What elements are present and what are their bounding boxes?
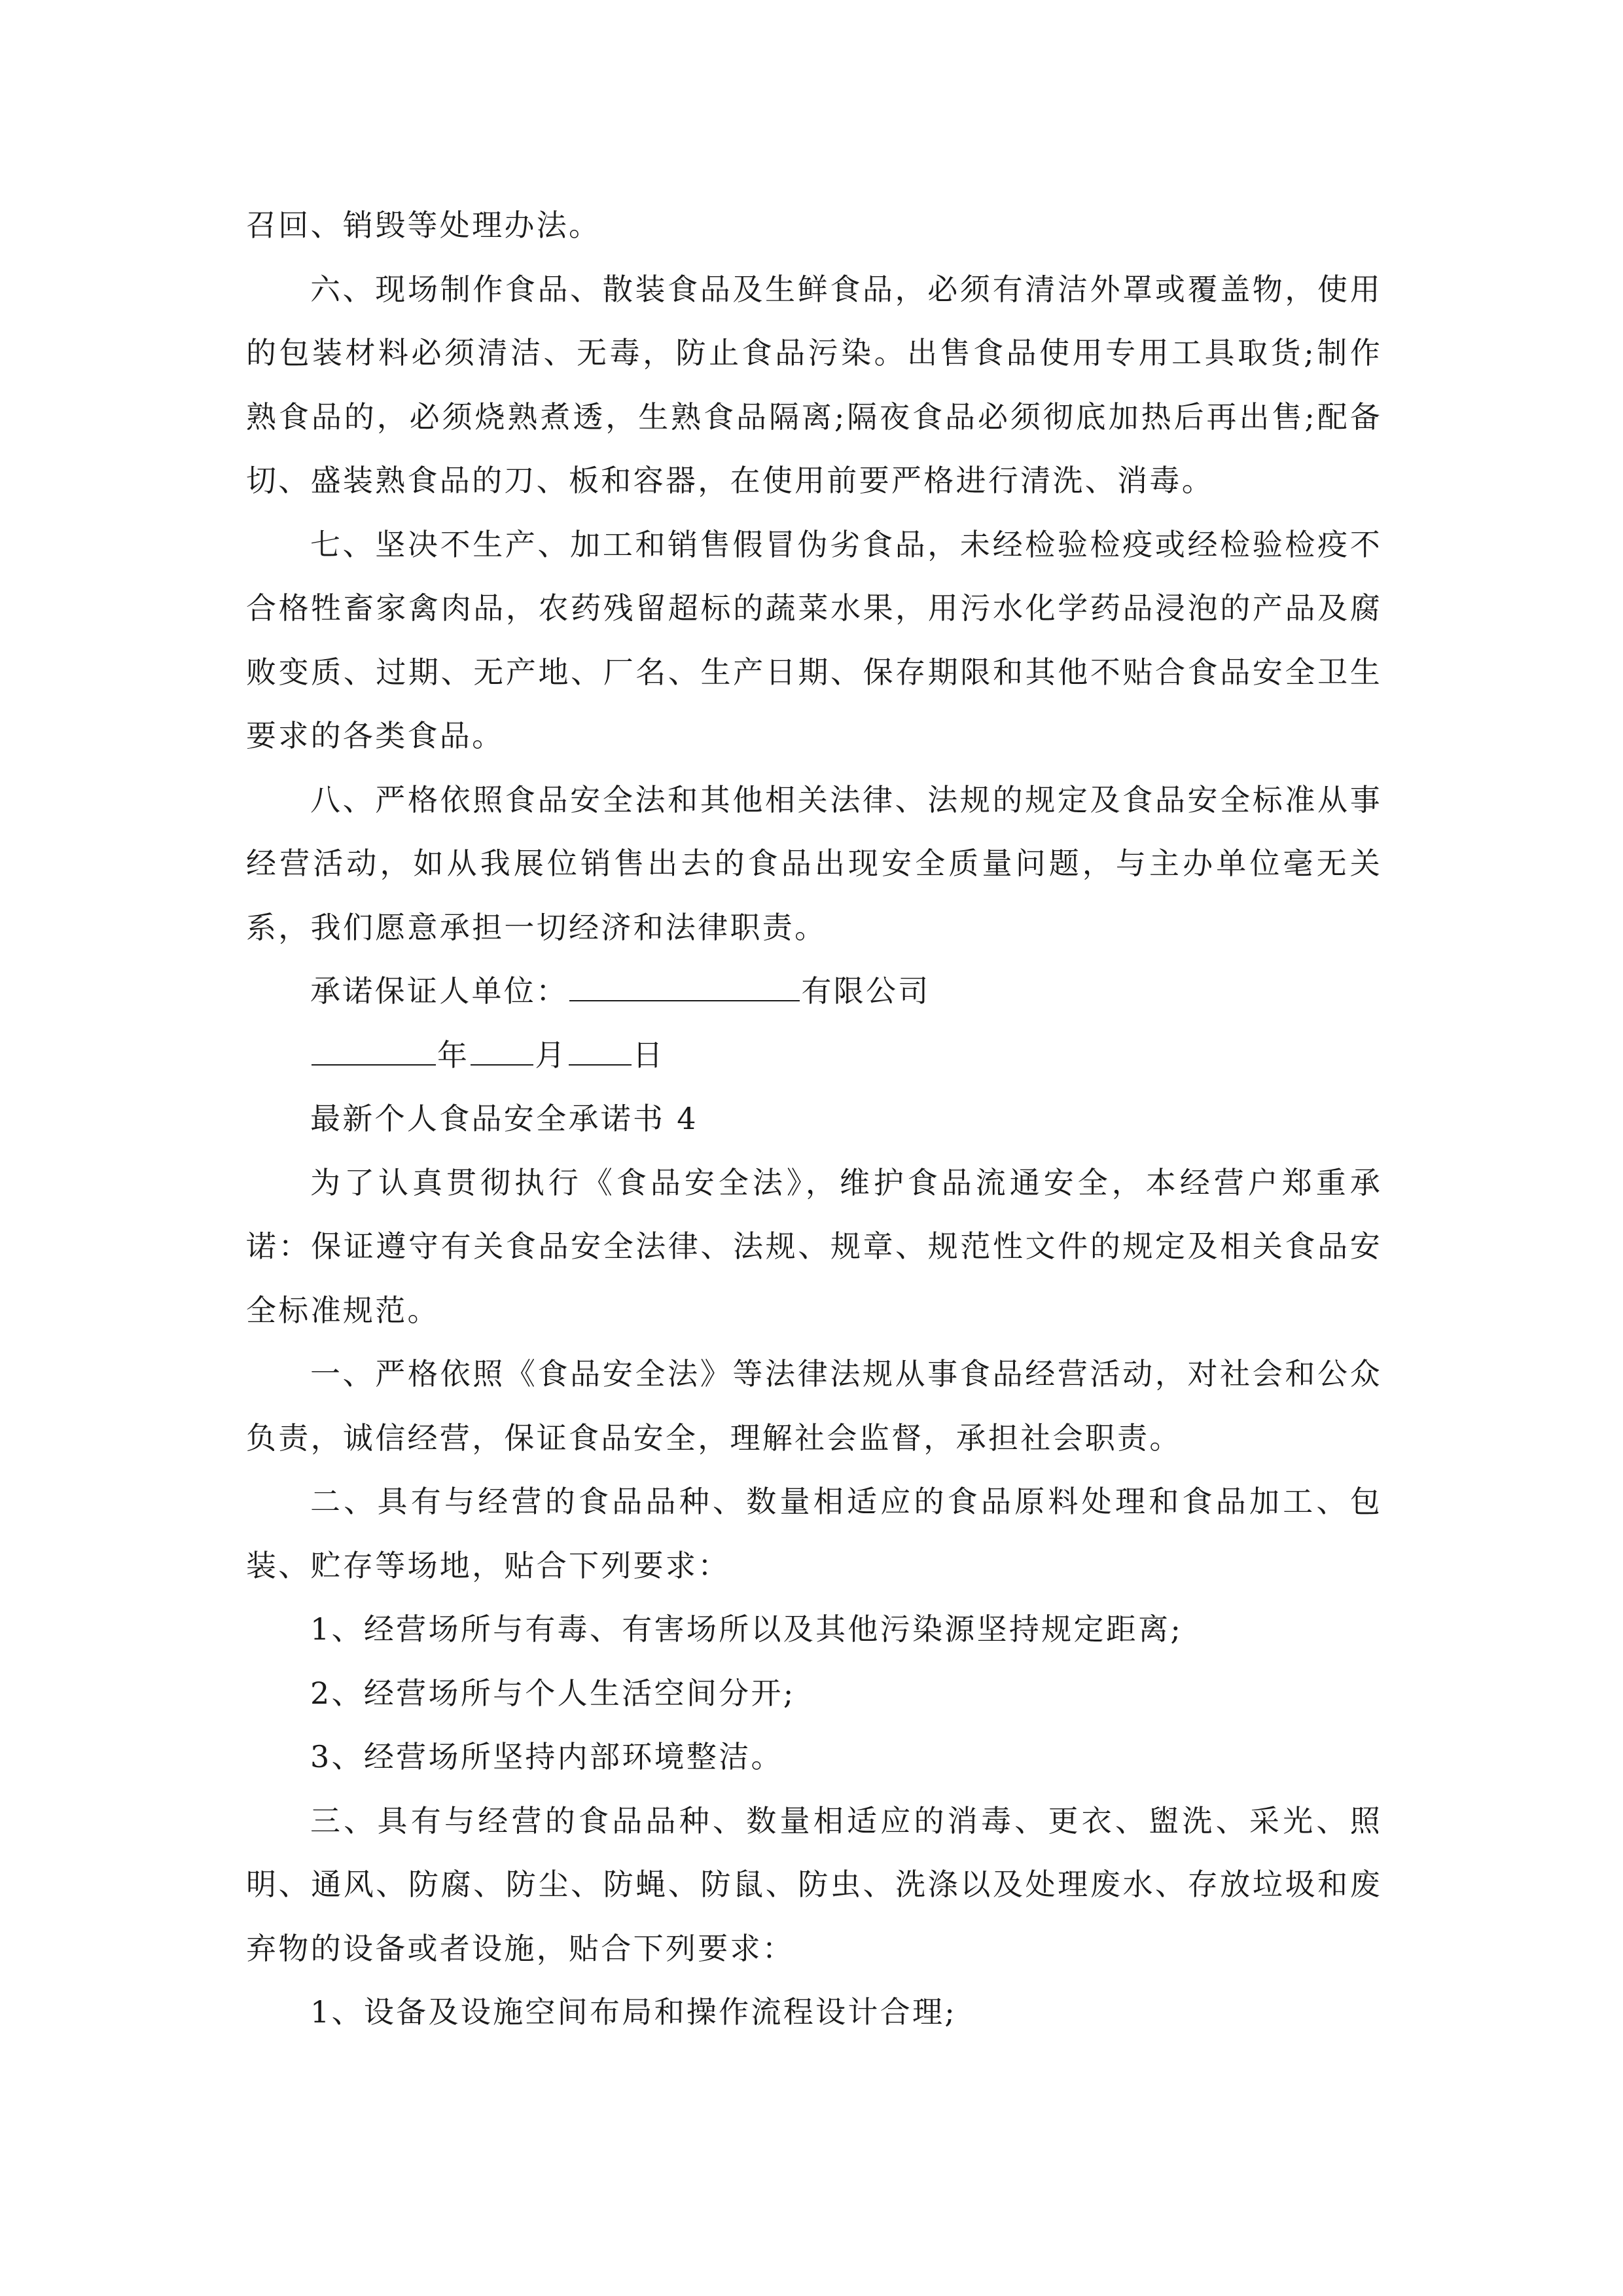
signature-unit-label: 承诺保证人单位： bbox=[310, 973, 569, 1009]
paragraph-item-7: 七、坚决不生产、加工和销售假冒伪劣食品，未经检验检疫或经检验检疫不合格牲畜家禽肉品，农药残留超标的蔬菜水果，用污水化学药品浸泡的产品及腐败变质、过期、无产地、厂名、生产日期、保存期限和其他不贴合食品安全卫生要求的各类食品。 bbox=[246, 526, 1382, 753]
date-month-label: 月 bbox=[535, 1037, 567, 1073]
paragraph-item-8: 八、严格依照食品安全法和其他相关法律、法规的规定及食品安全标准从事经营活动，如从我展位销售出去的食品出现安全质量问题，与主办单位毫无关系，我们愿意承担一切经济和法律职责。 bbox=[246, 781, 1382, 945]
paragraph-intro: 为了认真贯彻执行《食品安全法》，维护食品流通安全，本经营户郑重承诺：保证遵守有关食品安全法律、法规、规章、规范性文件的规定及相关食品安全标准规范。 bbox=[246, 1164, 1382, 1328]
signature-date-line bbox=[246, 1024, 1382, 1088]
paragraph-item-6: 六、现场制作食品、散装食品及生鲜食品，必须有清洁外罩或覆盖物，使用的包装材料必须清洁、无毒，防止食品污染。出售食品使用专用工具取货;制作熟食品的，必须烧熟煮透，生熟食品隔离;隔夜食品必须彻底加热后再出售;配备切、盛装熟食品的刀、板和容器，在使用前要严格进行清洗、消毒。 bbox=[246, 271, 1382, 498]
paragraph-continuation: 召回、销毁等处理办法。 bbox=[246, 207, 601, 243]
section-title: 最新个人食品安全承诺书 4 bbox=[310, 1101, 698, 1136]
date-year-label: 年 bbox=[437, 1037, 470, 1073]
paragraph-subitem-2-3: 3、经营场所坚持内部环境整洁。 bbox=[310, 1739, 783, 1774]
signature-unit-suffix: 有限公司 bbox=[801, 973, 931, 1009]
paragraph-subitem-3-1: 1、设备及设施空间布局和操作流程设计合理; bbox=[310, 1994, 957, 2030]
signature-unit-line bbox=[246, 960, 1382, 1024]
signature-unit-blank bbox=[569, 971, 800, 1001]
paragraph-subitem-2-1: 1、经营场所与有毒、有害场所以及其他污染源坚持规定距离; bbox=[310, 1611, 1183, 1647]
date-day-blank bbox=[569, 1035, 632, 1066]
date-year-blank bbox=[312, 1035, 436, 1066]
paragraph-item-3: 三、具有与经营的食品品种、数量相适应的消毒、更衣、盥洗、采光、照明、通风、防腐、防尘、防蝇、防鼠、防虫、洗涤以及处理废水、存放垃圾和废弃物的设备或者设施，贴合下列要求： bbox=[246, 1803, 1382, 1966]
date-day-label: 日 bbox=[632, 1037, 665, 1073]
paragraph-item-1: 一、严格依照《食品安全法》等法律法规从事食品经营活动，对社会和公众负责，诚信经营，保证食品安全，理解社会监督，承担社会职责。 bbox=[246, 1356, 1382, 1456]
date-month-blank bbox=[471, 1035, 533, 1066]
paragraph-item-2: 二、具有与经营的食品品种、数量相适应的食品原料处理和食品加工、包装、贮存等场地，贴合下列要求： bbox=[246, 1484, 1382, 1583]
document-body bbox=[246, 194, 1382, 2045]
paragraph-subitem-2-2: 2、经营场所与个人生活空间分开; bbox=[310, 1675, 796, 1711]
